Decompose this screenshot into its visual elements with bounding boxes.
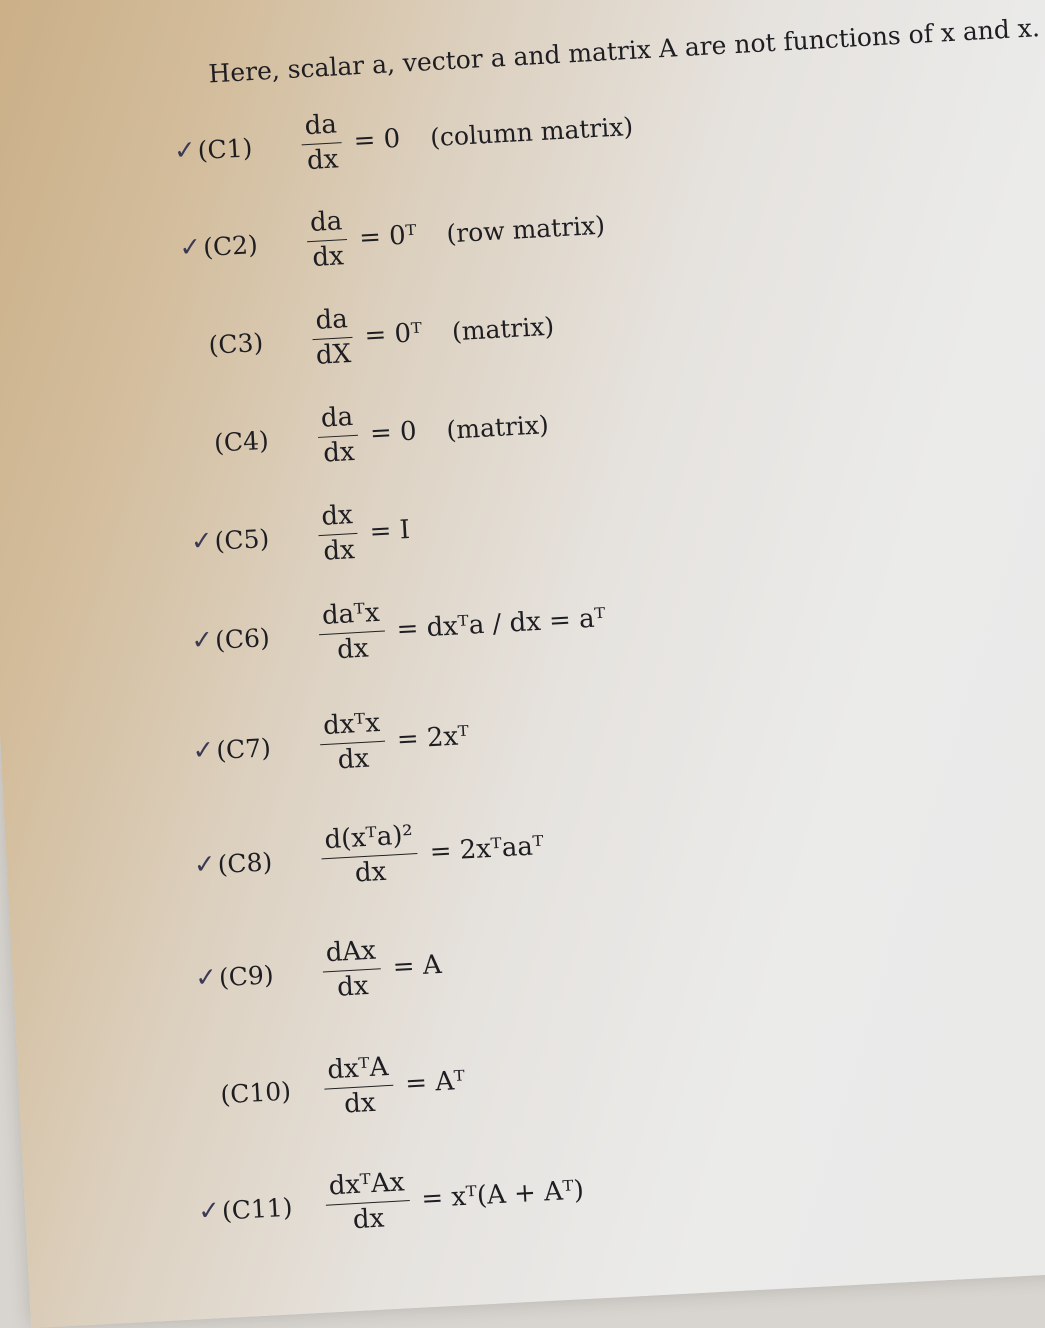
equation-expression bbox=[317, 1047, 497, 1122]
right-hand-side: = 0 bbox=[352, 124, 402, 157]
equation-label: (C4) bbox=[213, 425, 270, 458]
numerator: dAx bbox=[321, 936, 381, 972]
equation-expression bbox=[305, 294, 556, 373]
numerator: da bbox=[311, 305, 353, 340]
fraction bbox=[317, 599, 386, 667]
check-mark: ✓ bbox=[190, 526, 214, 558]
check-mark bbox=[191, 1095, 219, 1097]
check-mark: ✓ bbox=[173, 135, 197, 167]
equation-c5 bbox=[183, 496, 442, 575]
equation-c3 bbox=[177, 294, 556, 380]
denominator: dx bbox=[311, 241, 345, 273]
equation-expression bbox=[312, 702, 500, 777]
equation-label: (C10) bbox=[219, 1076, 292, 1110]
equation-c10 bbox=[189, 1047, 497, 1129]
denominator: dx bbox=[336, 970, 370, 1003]
right-hand-side: = dxᵀa / dx = aᵀ bbox=[395, 603, 607, 646]
numerator: da bbox=[316, 403, 358, 438]
fraction bbox=[311, 305, 355, 372]
equation-label: (C7) bbox=[215, 732, 272, 765]
right-hand-side: = Aᵀ bbox=[404, 1066, 466, 1100]
numerator: daᵀx bbox=[317, 599, 384, 636]
denominator: dx bbox=[306, 144, 340, 176]
denominator: dx bbox=[322, 534, 356, 567]
equation-note: (matrix) bbox=[451, 311, 555, 347]
equation-note: (column matrix) bbox=[429, 111, 634, 153]
equation-label: (C3) bbox=[207, 327, 264, 360]
check-mark: ✓ bbox=[190, 625, 215, 657]
denominator: dx bbox=[336, 633, 370, 666]
equation-expression bbox=[310, 392, 550, 470]
check-mark: ✓ bbox=[193, 849, 217, 881]
equation-expression bbox=[315, 931, 473, 1004]
fraction bbox=[320, 821, 420, 891]
right-hand-side: = I bbox=[368, 515, 411, 548]
numerator: d(xᵀa)² bbox=[320, 821, 418, 859]
equation-label: (C1) bbox=[197, 133, 254, 166]
numerator: da bbox=[305, 207, 347, 242]
equation-label: (C8) bbox=[216, 847, 273, 880]
equation-label: (C2) bbox=[202, 229, 259, 262]
fraction bbox=[305, 207, 349, 274]
fraction bbox=[323, 1053, 396, 1122]
numerator: dxᵀAx bbox=[324, 1168, 409, 1206]
right-hand-side: = 0ᵀ bbox=[358, 220, 418, 254]
denominator: dx bbox=[343, 1087, 377, 1120]
equation-expression bbox=[314, 812, 576, 891]
numerator: dxᵀx bbox=[318, 709, 385, 745]
equation-c11 bbox=[190, 1157, 615, 1245]
denominator: dx bbox=[354, 856, 388, 889]
equation-expression bbox=[318, 1157, 616, 1238]
equation-c8 bbox=[186, 812, 576, 898]
numerator: dxᵀA bbox=[323, 1053, 394, 1090]
check-mark bbox=[179, 345, 207, 347]
equation-c7 bbox=[185, 702, 501, 784]
numerator: dx bbox=[317, 501, 358, 536]
equation-label: (C11) bbox=[221, 1192, 294, 1226]
denominator: dX bbox=[315, 338, 352, 371]
equation-expression bbox=[299, 193, 606, 275]
right-hand-side: = A bbox=[392, 950, 443, 983]
check-mark: ✓ bbox=[197, 1196, 221, 1228]
check-mark bbox=[184, 443, 212, 445]
equation-c2 bbox=[171, 193, 606, 282]
fraction bbox=[300, 110, 344, 177]
denominator: dx bbox=[322, 436, 356, 469]
numerator: da bbox=[300, 110, 342, 145]
right-hand-side: = 0 bbox=[369, 416, 418, 450]
equation-c6 bbox=[183, 585, 637, 675]
equation-expression bbox=[311, 496, 442, 568]
fraction bbox=[321, 936, 383, 1004]
equation-note: (matrix) bbox=[445, 409, 550, 445]
fraction bbox=[318, 709, 386, 777]
equation-c1 bbox=[166, 94, 635, 185]
right-hand-side: = xᵀ(A + Aᵀ) bbox=[420, 1175, 585, 1215]
intro-text: Here, scalar a, vector a and matrix A are not functions of x and x. bbox=[207, 13, 1041, 89]
equation-c4 bbox=[182, 392, 550, 477]
equation-label: (C6) bbox=[214, 622, 271, 655]
denominator: dx bbox=[337, 743, 370, 776]
fraction bbox=[317, 501, 360, 568]
equation-label: (C5) bbox=[213, 523, 270, 556]
fraction bbox=[324, 1168, 411, 1237]
equation-note: (row matrix) bbox=[445, 210, 606, 249]
right-hand-side: = 2xᵀ bbox=[396, 721, 470, 756]
right-hand-side: = 2xᵀaaᵀ bbox=[428, 831, 545, 868]
equation-label: (C9) bbox=[218, 960, 275, 993]
equation-c9 bbox=[187, 931, 473, 1011]
equation-expression bbox=[311, 585, 637, 668]
check-mark: ✓ bbox=[178, 232, 203, 264]
check-mark: ✓ bbox=[191, 735, 216, 767]
equation-expression bbox=[294, 94, 635, 178]
check-mark: ✓ bbox=[194, 962, 218, 995]
denominator: dx bbox=[352, 1203, 386, 1236]
fraction bbox=[316, 403, 360, 470]
right-hand-side: = 0ᵀ bbox=[363, 318, 423, 352]
